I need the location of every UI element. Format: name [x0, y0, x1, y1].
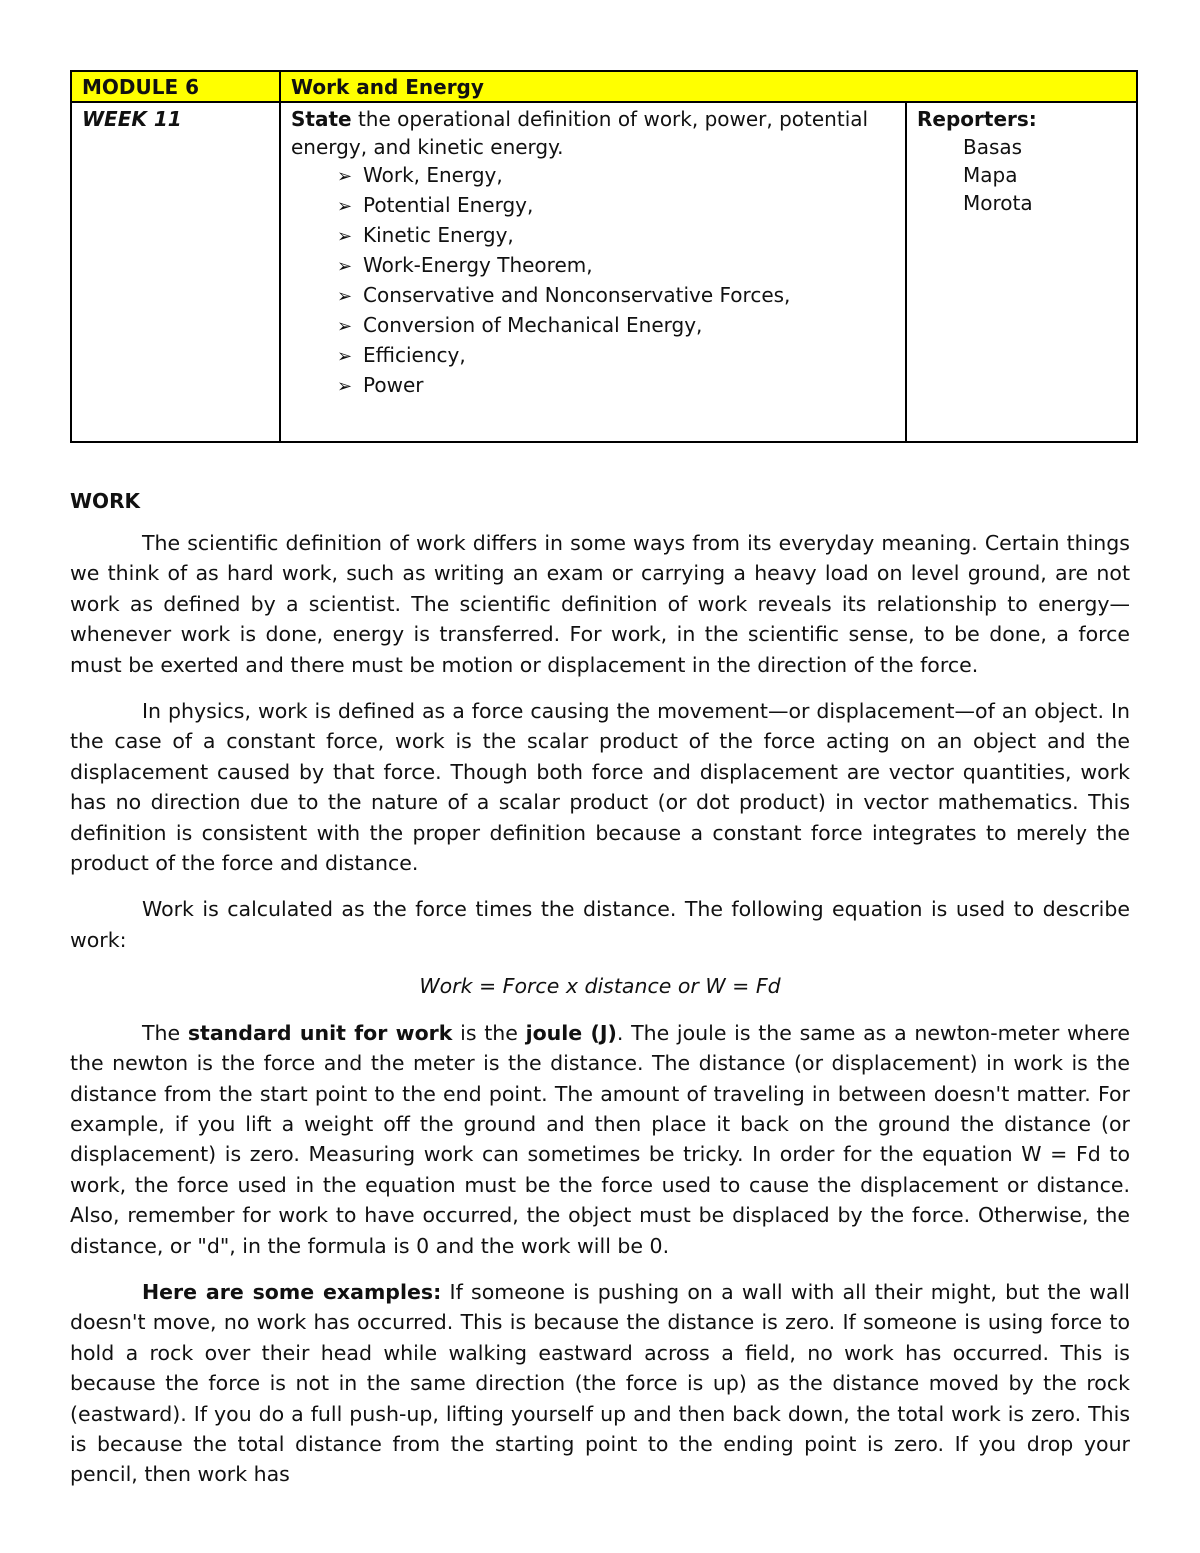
topic-label: Power [363, 373, 424, 397]
unit-text-d: joule (J) [525, 1020, 617, 1045]
paragraph-examples [70, 1277, 1130, 1490]
topic-item [337, 341, 897, 371]
topic-label: Conservative and Nonconservative Forces, [363, 283, 791, 307]
paragraph-unit [70, 1018, 1130, 1261]
topic-list [291, 161, 897, 401]
arrowhead-bullet-icon: ➢ [337, 346, 353, 367]
arrowhead-bullet-icon: ➢ [337, 196, 353, 217]
topic-item [337, 161, 897, 191]
reporters-cell [906, 102, 1137, 442]
topic-label: Kinetic Energy, [363, 223, 514, 247]
reporter-name: Basas [963, 135, 1023, 159]
arrowhead-bullet-icon: ➢ [337, 286, 353, 307]
unit-text-c: is the [452, 1020, 526, 1045]
topic-item [337, 281, 897, 311]
reporters-label: Reporters: [917, 107, 1037, 131]
objective-cell [280, 102, 906, 442]
reporter-name: Morota [963, 191, 1033, 215]
paragraph-calculation: Work is calculated as the force times the distance. The following equation is used to describe work: [70, 897, 1130, 952]
topic-label: Efficiency, [363, 343, 466, 367]
module-header-row [71, 71, 1137, 102]
module-title: Work and Energy [280, 71, 1137, 102]
module-label: MODULE 6 [71, 71, 280, 102]
work-equation: Work = Force x distance or W = Fd [419, 974, 781, 999]
module-body-row [71, 102, 1137, 442]
topic-label: Work-Energy Theorem, [363, 253, 593, 277]
examples-text: If someone is pushing on a wall with all their might, but the wall doesn't move, no work has occurred. This is because the distance is zero. If someone is using force to hold a rock over their head while walking eastward across a field, no work has occurred. This is because the force is not in the same direction (the force is up) as the distance moved by the rock (eastward). If you do a full push-up, lifting yourself up and then back down, the total work is zero. This is because the total distance from the starting point to the ending point is zero. If you drop your pencil, then work has [70, 1279, 1130, 1487]
arrowhead-bullet-icon: ➢ [337, 316, 353, 337]
topic-item [337, 371, 897, 401]
unit-text-a: The [142, 1020, 188, 1045]
arrowhead-bullet-icon: ➢ [337, 376, 353, 397]
unit-text-b: standard unit for work [187, 1020, 453, 1045]
topic-label: Potential Energy, [363, 193, 534, 217]
week-cell [71, 102, 280, 442]
objective-text [291, 105, 897, 161]
examples-lead: Here are some examples: [142, 1279, 442, 1304]
topic-item [337, 251, 897, 281]
topic-item [337, 311, 897, 341]
reporter-name: Mapa [963, 163, 1018, 187]
topic-label: Work, Energy, [363, 163, 503, 187]
arrowhead-bullet-icon: ➢ [337, 256, 353, 277]
section-heading: WORK [70, 489, 140, 513]
unit-text-e: . The joule is the same as a newton-meter where the newton is the force and the meter is the distance. The distance (or displacement) in work is the distance from the start point to the end point. The amount of traveling in between doesn't matter. For example, if you lift a weight off the ground and then place it back on the ground the distance (or displacement) is zero. Measuring work can sometimes be tricky. In order for the equation W = Fd to work, the force used in the equation must be the force used to cause the displacement or distance. Also, remember for work to have occurred, the object must be displaced by the force. Otherwise, the distance, or "d", in the formula is 0 and the work will be 0. [70, 1020, 1130, 1258]
paragraph-physics: In physics, work is defined as a force causing the movement—or displacement—of an object. In the case of a constant force, work is the scalar product of the force acting on an object and the displacement caused by that force. Though both force and displacement are vector quantities, work has no direction due to the nature of a scalar product (or dot product) in vector mathematics. This definition is consistent with the proper definition because a constant force integrates to merely the product of the force and distance. [70, 699, 1130, 876]
objective-verb: State [291, 107, 352, 131]
arrowhead-bullet-icon: ➢ [337, 166, 353, 187]
topic-item [337, 191, 897, 221]
topic-label: Conversion of Mechanical Energy, [363, 313, 703, 337]
objective-description: the operational definition of work, power, potential energy, and kinetic energy. [291, 107, 869, 159]
module-table [70, 70, 1138, 443]
paragraph-definition: The scientific definition of work differs in some ways from its everyday meaning. Certain things we think of as hard work, such as writing an exam or carrying a heavy load on level ground, are not work as defined by a scientist. The scientific definition of work reveals its relationship to energy—whenever work is done, energy is transferred. For work, in the scientific sense, to be done, a force must be exerted and there must be motion or displacement in the direction of the force. [70, 531, 1130, 677]
week-label: WEEK 11 [82, 107, 182, 131]
reporters-list [917, 133, 1128, 217]
document-body [70, 486, 1130, 1506]
arrowhead-bullet-icon: ➢ [337, 226, 353, 247]
topic-item [337, 221, 897, 251]
